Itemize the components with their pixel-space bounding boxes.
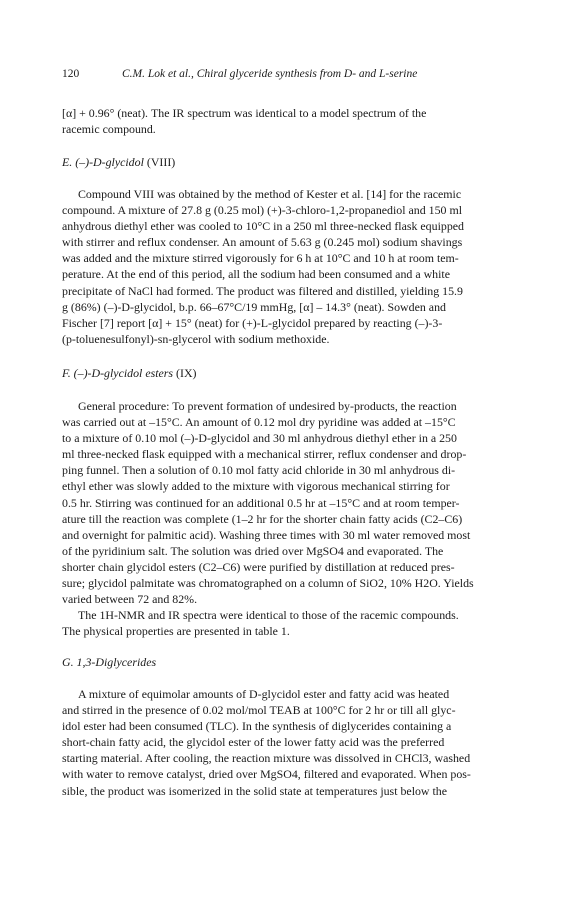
text-line: [α] + 0.96° (neat). The IR spectrum was identical to a model spectrum of the (62, 106, 427, 120)
section-e-heading: E. (–)-D-glycidol (VIII) (62, 155, 176, 169)
text-line: ethyl ether was slowly added to the mixture with vigorous mechanical stirring for (62, 479, 450, 494)
text-line: varied between 72 and 82%. (62, 592, 198, 607)
text-line: precipitate of NaCl had formed. The product was filtered and distilled, yielding 15.9 (62, 283, 463, 298)
section-g-heading: G. 1,3-Diglycerides (62, 655, 157, 669)
text-line: ping funnel. Then a solution of 0.10 mol fatty acid chloride in 30 ml anhydrous di- (62, 463, 456, 478)
running-header (62, 68, 527, 84)
text-line: with water to remove catalyst, dried over MgSO4, filtered and evaporated. When pos- (62, 767, 471, 782)
text-line: starting material. After cooling, the reaction mixture was dissolved in CHCl3, washed (62, 751, 471, 766)
text-line: ml three-necked flask equipped with a mechanical stirrer, reflux condenser and drop- (62, 447, 467, 462)
text-line: (p-toluenesulfonyl)-sn-glycerol with sodium methoxide. (62, 331, 330, 346)
text-line: idol ester had been consumed (TLC). In the synthesis of diglycerides containing a (62, 719, 452, 734)
text-line: sure; glycidol palmitate was chromatographed on a column of SiO2, 10% H2O. Yields (62, 576, 474, 591)
text-line: shorter chain glycidol esters (C2–C6) were purified by distillation at reduced pres- (62, 559, 455, 574)
text-line: A mixture of equimolar amounts of D-glycidol ester and fatty acid was heated (78, 687, 450, 701)
text-line: The 1H-NMR and IR spectra were identical to those of the racemic compounds. (78, 608, 459, 623)
text-line: of the pyridinium salt. The solution was dried over MgSO4 and evaporated. The (62, 543, 444, 558)
text-line: racemic compound. (62, 122, 156, 137)
intro-paragraph (62, 105, 528, 137)
text-line: Fischer [7] report [α] + 15° (neat) for (+)-L-glycidol prepared by reacting (–)-3- (62, 315, 443, 330)
text-line: g (86%) (–)-D-glycidol, b.p. 66–67°C/19 mmHg, [α] – 14.3° (neat). Sowden and (62, 299, 446, 314)
text-line: 0.5 hr. Stirring was continued for an additional 0.5 hr at –15°C and at room temper- (62, 495, 460, 510)
text-line: perature. At the end of this period, all the sodium had been consumed and a white (62, 267, 450, 282)
text-line: was added and the mixture stirred vigorously for 6 h at 10°C and 10 h at room tem- (62, 251, 459, 266)
text-line: and overnight for palmitic acid). Washing three times with 30 ml water removed most (62, 527, 471, 542)
text-line: was carried out at –15°C. An amount of 0.12 mol dry pyridine was added at –15°C (62, 415, 456, 430)
section-e-body (62, 186, 528, 347)
text-line: ature till the reaction was complete (1–2 hr for the shorter chain fatty acids (C2–C6) (62, 511, 463, 526)
section-f-body (62, 398, 528, 639)
page-number: 120 (62, 68, 80, 80)
running-title: C.M. Lok et al., Chiral glyceride synthesis from D- and L-serine (122, 68, 418, 80)
text-line: anhydrous diethyl ether was cooled to 10°C in a 250 ml three-necked flask equipped (62, 219, 464, 234)
text-line: sible, the product was isomerized in the solid state at temperatures just below the (62, 783, 448, 798)
section-g-body (62, 686, 528, 799)
text-line: with stirrer and reflux condenser. An amount of 5.63 g (0.245 mol) sodium shavings (62, 235, 463, 250)
text-line: General procedure: To prevent formation of undesired by-products, the reaction (78, 399, 457, 413)
text-line: to a mixture of 0.10 mol (–)-D-glycidol and 30 ml anhydrous diethyl ether in a 250 (62, 431, 457, 446)
text-line: compound. A mixture of 27.8 g (0.25 mol) (+)-3-chloro-1,2-propanediol and 150 ml (62, 203, 463, 218)
text-line: and stirred in the presence of 0.02 mol/mol TEAB at 100°C for 2 hr or till all glyc- (62, 703, 456, 718)
section-f-heading: F. (–)-D-glycidol esters (IX) (62, 366, 197, 380)
text-line: short-chain fatty acid, the glycidol ester of the lower fatty acid was the preferred (62, 735, 445, 750)
text-line: The physical properties are presented in table 1. (62, 624, 290, 639)
text-line: Compound VIII was obtained by the method of Kester et al. [14] for the racemic (78, 187, 462, 201)
